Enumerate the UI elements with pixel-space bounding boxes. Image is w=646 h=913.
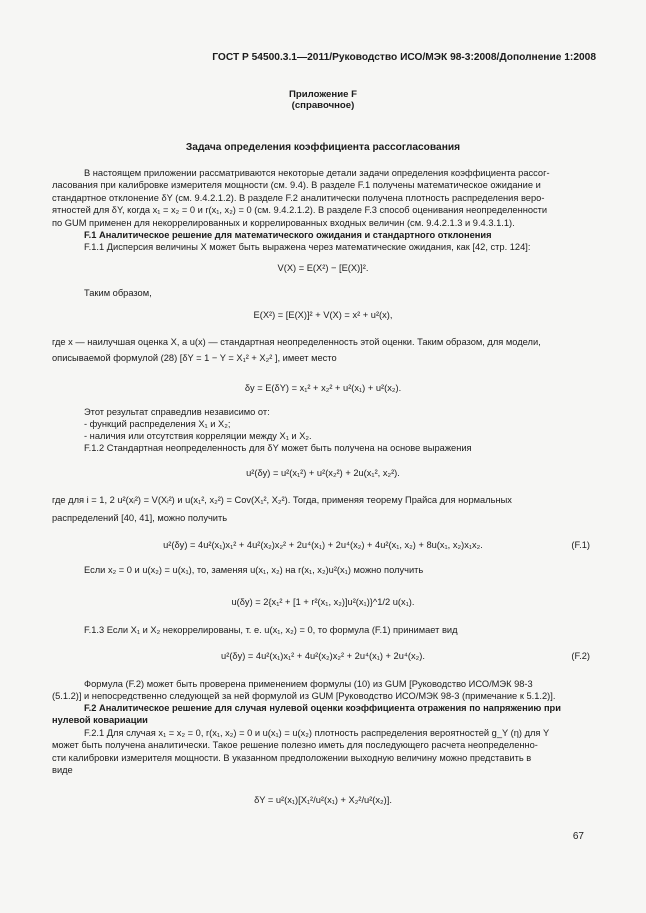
f21-line: может быть получена аналитически. Такое решение полезно иметь для последующего расчета неопределенно- [52,740,538,751]
f21-paragraph [52,727,590,777]
appendix-title: Приложение F [289,89,357,100]
document-header: ГОСТ Р 54500.3.1—2011/Руководство ИСО/МЭК 98-3:2008/Дополнение 1:2008 [212,52,596,63]
where-line: где для i = 1, 2 u²(xᵢ²) = V(Xᵢ²) и u(x₁², x₂²) = Cov(X₁², X₂²). Тогда, применяя теорему Прайса для нормальных [52,495,512,505]
intro-line: ятностей для δY, когда x₁ = x₂ = 0 и r(x₁, x₂) = 0 (см. 9.4.2.1.2). В разделе F.3 способ оценивания неопределенности [52,205,548,216]
bullet-distributions: - функций распределения X₁ и X₂; [84,419,231,429]
equation-variance: V(X) = E(X²) − [E(X)]². [277,263,369,273]
bullet-correlation: - наличия или отсутствия корреляции между X₁ и X₂. [84,431,312,441]
f2-heading-line: F.2 Аналитическое решение для случая нулевой оценки коэффициента отражения по напряжению при [84,703,561,713]
if-x2-text: Если x₂ = 0 и u(x₂) = u(x₁), то, заменяя u(x₁, x₂) на r(x₁, x₂)u²(x₁) можно получить [84,565,424,575]
equation-f2: u²(δy) = 4u²(x₁)x₁² + 4u²(x₂)x₂² + 2u⁴(x₁) + 2u⁴(x₂). [221,651,425,661]
f21-line: сти калибровки измерителя мощности. В указанном предположении выходную величину можно представить в [52,752,532,763]
page-number: 67 [572,831,584,842]
intro-line: ласования при калибровке измерителя мощности (см. 9.4). В разделе F.1 получены математическое ожидание и [52,180,541,191]
result-intro: Этот результат справедлив независимо от: [84,407,270,417]
equation-number-f2: (F.2) [571,651,590,661]
f13-text: F.1.3 Если X₁ и X₂ некоррелированы, т. е. u(x₁, x₂) = 0, то формула (F.1) принимает вид [84,625,458,635]
f11-text: F.1.1 Дисперсия величины X может быть выражена через математические ожидания, как [42, стр. 124]: [84,242,531,252]
where-line: описываемой формулой (28) [δY = 1 − Y = X₁² + X₂² ], имеет место [52,353,337,364]
where-line: распределений [40, 41], можно получить [52,513,228,524]
verify-paragraph [52,678,590,703]
verify-line: (5.1.2)] и непосредственно следующей за ней формулой из GUM [Руководство ИСО/МЭК 98-3 (примечание к 5.1.2)]. [52,691,556,702]
where-line: где x — наилучшая оценка X, а u(x) — стандартная неопределенность этой оценки. Таким образом, для модели, [52,337,541,347]
intro-paragraph [52,167,590,229]
f21-line: F.2.1 Для случая x₁ = x₂ = 0, r(x₁, x₂) = 0 и u(x₁) = u(x₂) плотность распределения вероятностей g_Y (η) для Y [84,728,550,738]
f1-heading: F.1 Аналитическое решение для математического ожидания и стандартного отклонения [84,230,492,240]
intro-line: по GUM применен для некоррелированных и коррелированных входных величин (см. 9.4.2.1.3 и 9.4.3.1.1). [52,217,515,228]
verify-line: Формула (F.2) может быть проверена применением формулы (10) из GUM [Руководство ИСО/МЭК 98-3 [84,679,533,689]
appendix-subtitle: (справочное) [291,100,355,111]
intro-line: стандартное отклонение δY (см. 9.4.2.1.2). В разделе F.2 аналитически получена плотность распределения веро- [52,192,545,203]
equation-number-f1: (F.1) [571,540,590,550]
equation-variance-delta: u²(δy) = u²(x₁²) + u²(x₂²) + 2u(x₁², x₂²). [246,468,400,478]
f2-heading-line: нулевой ковариации [52,715,148,726]
where-text-1 [52,336,590,365]
where-text-2 [52,494,590,525]
equation-delta-y-form: δY = u²(x₁)[X₁²/u²(x₁) + X₂²/u²(x₂)]. [254,795,392,805]
f12-text: F.1.2 Стандартная неопределенность для δY может быть получена на основе выражения [84,443,472,453]
equation-expectation-square: E(X²) = [E(X)]² + V(X) = x² + u²(x), [253,310,393,320]
equation-delta-y: δy = E(δY) = x₁² + x₂² + u²(x₁) + u²(x₂). [244,383,402,393]
intro-line: В настоящем приложении рассматриваются некоторые детали задачи определения коэффициента рассог- [84,168,550,178]
equation-f1: u²(δy) = 4u²(x₁)x₁² + 4u²(x₂)x₂² + 2u⁴(x₁) + 2u⁴(x₂) + 4u²(x₁, x₂) + 8u(x₁, x₂)x₁x₂. [163,540,483,550]
f21-line: виде [52,765,73,776]
thus-text: Таким образом, [84,288,152,298]
f2-heading [52,702,590,727]
section-title: Задача определения коэффициента рассогласования [185,142,461,153]
equation-u-delta: u(δy) = 2{x₁² + [1 + r²(x₁, x₂)]u²(x₁)}^1/2 u(x₁). [231,597,415,607]
